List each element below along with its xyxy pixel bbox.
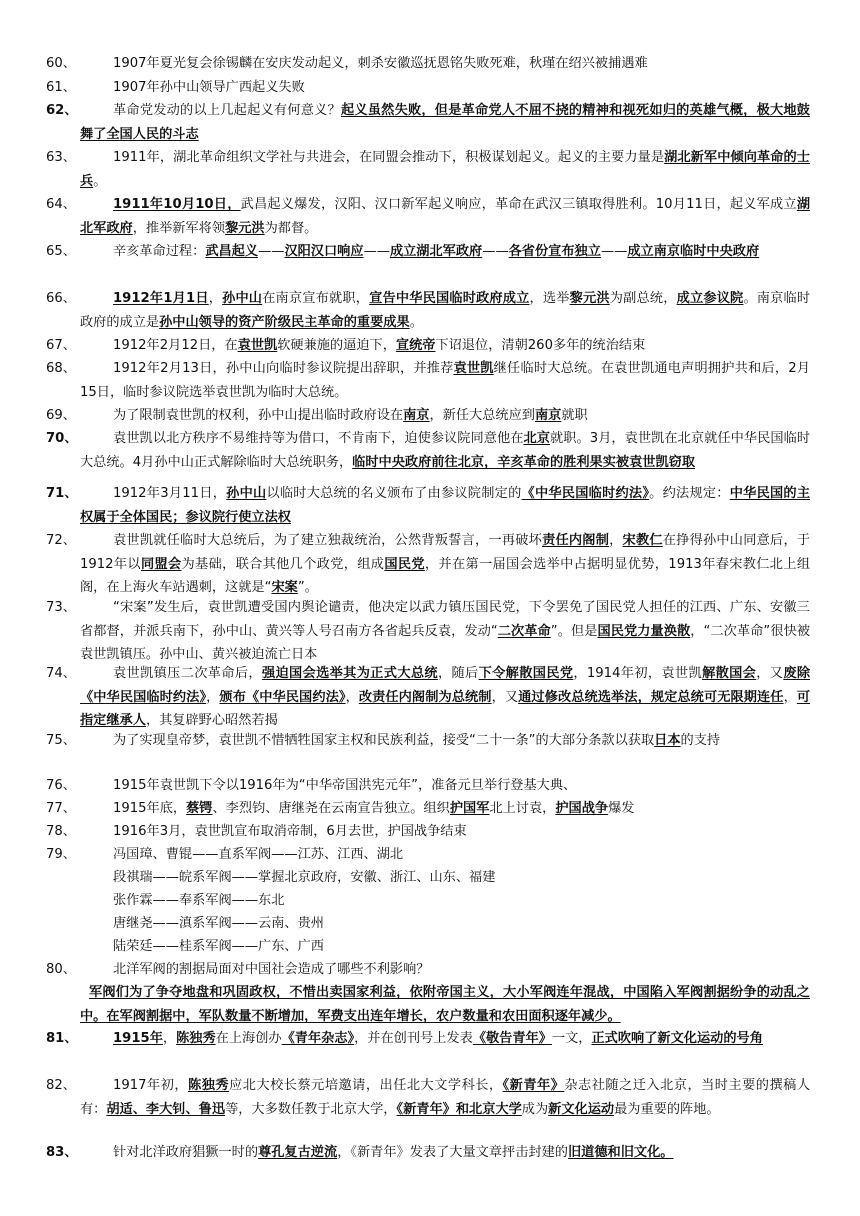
item-text-segment: 。 <box>93 173 107 189</box>
key-point: 陈独秀 <box>188 1078 230 1093</box>
item-number: 78、 <box>46 824 76 839</box>
item-text-segment: 一文， <box>551 1031 592 1046</box>
item-text <box>80 287 810 334</box>
warlord-line: 陆荣廷——桂系军阀——广东、广西 <box>113 939 324 954</box>
item-text-segment: 最为重要的阵地。 <box>614 1101 720 1117</box>
item-number: 74、 <box>46 666 76 681</box>
item-text-segment: 1912年3月11日， <box>113 486 227 501</box>
key-point: 孙中山领导的资产阶级民主革命的重要成果 <box>159 314 410 330</box>
item-text-segment: ，其复辟野心昭然若揭 <box>145 713 278 728</box>
key-point: 强迫国会选举其为正式大总统 <box>261 666 438 681</box>
item-number: 83、 <box>46 1145 78 1160</box>
item-text-segment: 1907年夏光复会徐锡麟在安庆发动起义，刺杀安徽巡抚恩铭失败死难，秋瑾在绍兴被捕遇难 <box>113 56 648 71</box>
item-text-segment: 1915年底， <box>113 801 187 816</box>
key-point: 颁布《中华民国约法》 <box>219 689 346 705</box>
key-point: 临时中央政府前往北京，辛亥革命的胜利果实被袁世凯窃取 <box>352 454 696 470</box>
list-item <box>0 1074 860 1121</box>
key-point: 成立湖北军政府 <box>389 244 483 259</box>
item-text-segment: 针对北洋政府猖獗一时的 <box>113 1145 259 1160</box>
key-point: 孙中山 <box>222 291 263 306</box>
key-point: 新文化运动 <box>548 1101 615 1117</box>
item-text-segment: 1916年3月，袁世凯宣布取消帝制，6月去世，护国战争结束 <box>113 824 467 839</box>
key-point: 宣告中华民国临时政府成立 <box>369 291 530 306</box>
item-text <box>80 820 810 844</box>
item-text-segment: 袁世凯以北方秩序不易维持等为借口，不肯南下，迫使参议院同意他在 <box>113 431 524 446</box>
warlord-line: 张作霖——奉系军阀——东北 <box>113 893 285 908</box>
key-point: 宋教仁 <box>622 533 663 548</box>
item-text-segment: 辛亥革命过程： <box>113 244 206 259</box>
key-point: 孙中山 <box>226 486 267 501</box>
item-text-segment: ，并在创刊号上发表 <box>354 1031 473 1046</box>
item-text-segment: “宋案”发生后，袁世凯遭受国内舆论谴责，他决定以武力镇压国民党，下令罢免了国民党人担任的江西、广东、安徽三省都督，并派兵南下，孙中山、黄兴等人号召南方各省起兵反袁，发动“ <box>80 600 810 639</box>
list-item <box>0 729 860 753</box>
item-text-segment: 1915年袁世凯下令以1916年为“中华帝国洪宪元年”，准备元旦举行登基大典、 <box>113 778 577 793</box>
item-number: 71、 <box>46 486 78 501</box>
key-point: 宋案 <box>271 580 298 595</box>
item-text <box>80 146 810 193</box>
item-text-segment: ”。但是 <box>550 623 598 639</box>
list-item <box>0 820 860 844</box>
item-number: 73、 <box>46 600 76 615</box>
key-point: 南京 <box>535 408 562 423</box>
key-point: 各省份宣布独立 <box>508 244 601 259</box>
key-point: 《青年杂志》 <box>281 1031 355 1046</box>
key-point: 1915年 <box>113 1031 163 1046</box>
item-text-segment: ，又 <box>756 666 784 681</box>
item-number: 70、 <box>46 431 78 446</box>
key-point: 蔡锷 <box>186 801 213 816</box>
item-text <box>80 529 810 600</box>
item-text <box>80 427 810 474</box>
key-point: 护国军 <box>449 801 490 816</box>
key-point: 可指定继承人 <box>80 689 811 728</box>
item-text-segment: 1911年，湖北革命组织文学社与共进会，在同盟会推动下，积极谋划起义。起义的主要力量是 <box>113 150 665 165</box>
key-point: 胡适、李大钊、鲁迅 <box>106 1101 226 1117</box>
key-point: 同盟会 <box>140 556 182 572</box>
item-text-segment: ， <box>162 1031 177 1046</box>
item-text-segment: 等，大多数任教于北京大学， <box>225 1101 397 1117</box>
list-item <box>0 958 860 982</box>
item-text-segment: 北洋军阀的割据局面对中国社会造成了哪些不利影响？ <box>113 962 430 977</box>
item-text <box>80 1027 810 1051</box>
key-point: 成立参议院 <box>676 291 744 306</box>
list-item <box>0 404 860 428</box>
list-item <box>0 334 860 358</box>
key-point: 北京 <box>523 431 551 446</box>
warlord-line: 段祺瑞——皖系军阀——掌握北京政府，安徽、浙江、山东、福建 <box>113 870 496 885</box>
key-point: 1911年10月10日， <box>113 197 241 212</box>
item-text-segment: ，1914年初，袁世凯 <box>573 666 703 681</box>
item-number: 61、 <box>46 80 76 95</box>
key-point: 下令解散国民党 <box>478 666 574 681</box>
item-text-segment: 成为 <box>521 1101 549 1117</box>
item-text <box>80 76 810 100</box>
key-point: 《中华民国临时约法》 <box>521 486 650 501</box>
item-text-segment: ，推举新军将领 <box>132 220 226 236</box>
key-point: 尊孔复古逆流 <box>258 1145 338 1160</box>
item-text-segment: 1912年2月12日，在 <box>113 338 238 353</box>
item-text-segment: 为基础，联合其他几个政党，组成 <box>181 556 385 572</box>
item-text-segment: ， <box>609 533 623 548</box>
item-text <box>80 193 810 240</box>
item-text-segment: 在上海创办 <box>215 1031 282 1046</box>
item-text <box>80 596 810 667</box>
item-number: 82、 <box>46 1078 76 1093</box>
item-text-segment: ，又 <box>491 689 519 705</box>
item-text <box>80 843 810 867</box>
item-text-segment: 1907年孙中山领导广西起义失败 <box>113 80 305 95</box>
item-text-segment: 以临时大总统的名义颁布了由参议院制定的 <box>266 486 522 501</box>
list-item <box>0 1141 860 1165</box>
item-text <box>80 99 810 146</box>
item-text <box>80 52 810 76</box>
item-number: 81、 <box>46 1031 78 1046</box>
list-item <box>0 596 860 667</box>
item-text-segment: —— <box>363 244 390 259</box>
item-text <box>80 958 810 982</box>
item-text-segment: ，并在第一届国会选举中占据明显优势，1913年春宋教仁北上组阁，在上海火车站遇刺，这就是“ <box>80 556 811 595</box>
item-text-segment: ， <box>208 291 223 306</box>
list-item <box>0 843 860 867</box>
item-number: 63、 <box>46 150 76 165</box>
list-item <box>0 1027 860 1051</box>
item-text-segment: 在挣得孙中山同意后，于1912年以 <box>80 533 811 572</box>
item-number: 75、 <box>46 733 76 748</box>
key-point: 二次革命 <box>497 623 551 639</box>
item-text-segment: 的支持 <box>680 733 721 748</box>
key-point: 护国战争 <box>555 801 609 816</box>
item-text-segment: 软硬兼施的逼迫下， <box>277 338 396 353</box>
item-text <box>80 404 810 428</box>
item-text-segment: ， <box>206 689 220 705</box>
key-point: 袁世凯 <box>237 338 278 353</box>
list-item <box>0 287 860 334</box>
item-text-segment: 。 <box>409 314 423 330</box>
item-text <box>80 662 810 733</box>
key-point: 国民党 <box>384 556 425 572</box>
list-item <box>0 774 860 798</box>
item-number: 69、 <box>46 408 76 423</box>
item-text-segment: 就职 <box>561 408 588 423</box>
item-text <box>80 774 810 798</box>
item-number: 76、 <box>46 778 76 793</box>
item-text-segment: —— <box>600 244 628 259</box>
item-text-segment: 为了实现皇帝梦，袁世凯不惜牺牲国家主权和民族利益，接受“二十一条”的大部分条款以获取 <box>113 733 655 748</box>
item-text-segment: 1917年初， <box>113 1078 189 1093</box>
item-text-segment: 、李烈钧、唐继尧在云南宣告独立。组织 <box>212 801 450 816</box>
key-point: 袁世凯 <box>453 361 494 376</box>
item-text-segment: —— <box>482 244 509 259</box>
list-item <box>0 99 860 146</box>
item-text-segment: ，随后 <box>437 666 479 681</box>
item-text-segment: 。南京临时政府的成立是 <box>80 291 811 330</box>
key-point: 《新青年》和北京大学 <box>396 1101 522 1117</box>
item-text-segment: 北上讨袁， <box>489 801 556 816</box>
item-text-segment: ，选举 <box>529 291 570 306</box>
key-point: 废除《中华民国临时约法》 <box>80 666 811 705</box>
key-point: 正式吹响了新文化运动的号角 <box>591 1031 763 1046</box>
key-point: 通过修改总统选举法，规定总统可无限期连任 <box>518 689 784 705</box>
list-item <box>0 357 860 404</box>
key-point: 解散国会 <box>702 666 757 681</box>
item-text <box>80 334 810 358</box>
item-number: 67、 <box>46 338 76 353</box>
key-point: 黎元洪 <box>225 220 265 236</box>
key-point: 湖北军政府 <box>80 197 810 236</box>
item-text-segment: 袁世凯就任临时大总统后，为了建立独裁统治，公然背叛誓言，一再破坏 <box>113 533 543 548</box>
item-text-segment: —— <box>258 244 285 259</box>
item-number: 77、 <box>46 801 76 816</box>
item-text-segment: 为了限制袁世凯的权利，孙中山提出临时政府设在 <box>113 408 404 423</box>
item-text-segment: ， <box>345 689 359 705</box>
key-point: 武昌起义 <box>205 244 259 259</box>
list-item <box>0 52 860 76</box>
item-text-segment: 革命党发动的以上几起起义有何意义？ <box>113 103 341 118</box>
key-point: 南京 <box>403 408 430 423</box>
warlord-line: 唐继尧——滇系军阀——云南、贵州 <box>113 916 324 931</box>
item-number: 65、 <box>46 244 76 259</box>
item-text-segment: ，新任大总统应到 <box>429 408 535 423</box>
key-point: 陈独秀 <box>176 1031 216 1046</box>
key-point: 日本 <box>654 733 681 748</box>
item-text-segment: 。约法规定： <box>649 486 730 501</box>
item-number: 68、 <box>46 361 76 376</box>
item-text-segment: 为副总统， <box>609 291 677 306</box>
key-point: 责任内阁制 <box>542 533 610 548</box>
item-number: 64、 <box>46 197 76 212</box>
list-item <box>0 797 860 821</box>
item-number: 66、 <box>46 291 76 306</box>
key-point: 成立南京临时中央政府 <box>627 244 760 259</box>
key-point: 宣统帝 <box>395 338 436 353</box>
key-point: 湖北新军中倾向革命的士兵 <box>80 150 810 189</box>
list-item <box>0 662 860 733</box>
item-text-segment: 在南京宣布就职， <box>262 291 370 306</box>
item-text <box>80 797 810 821</box>
item-number: 60、 <box>46 56 76 71</box>
item-text-segment: ，“二次革命”很快被袁世凯镇压。孙中山、黄兴被迫流亡日本 <box>80 623 811 662</box>
key-point: 改责任内阁制为总统制 <box>358 689 492 705</box>
item-text <box>80 357 810 404</box>
list-item <box>0 193 860 240</box>
item-text <box>80 240 810 264</box>
item-text-segment: 应北大校长蔡元培邀请，出任北大文学科长， <box>229 1078 503 1093</box>
key-point: 起义虽然失败，但是革命党人不屈不挠的精神和视死如归的英雄气概，极大地鼓舞了全国人民的斗志 <box>80 103 810 142</box>
answer-paragraph: 军阀们为了争夺地盘和巩固政权，不惜出卖国家利益，依附帝国主义，大小军阀连年混战，中国陷入军阀割据纷争的动乱之中。在军阀割据中，军队数量不断增加，军费支出连年增长，农户数量和农田面积逐年减少。 <box>80 985 810 1024</box>
list-item <box>0 427 860 474</box>
item-text <box>80 1141 810 1165</box>
item-text-segment: 就职。3月，袁世凯在北京就任中华民国临时大总统。4月孙中山正式解除临时大总统职务， <box>80 431 811 470</box>
item-text-segment: 袁世凯镇压二次革命后， <box>113 666 262 681</box>
list-item <box>0 240 860 264</box>
item-text-segment: ， <box>783 689 797 705</box>
item-text-segment: 杂志社随之迁入北京，当时主要的撰稿人有： <box>80 1078 811 1117</box>
item-text-segment: ，《新青年》发表了大量文章抨击封建的 <box>337 1145 568 1160</box>
item-number: 79、 <box>46 847 76 862</box>
key-point: 《敬告青年》 <box>472 1031 552 1046</box>
item-text-segment: ”。 <box>297 580 318 595</box>
item-text <box>80 482 810 529</box>
key-point: 中华民国的主权属于全体国民；参议院行使立法权 <box>80 486 811 525</box>
item-number: 62、 <box>46 103 78 118</box>
item-text-segment: 下诏退位，清朝260多年的统治结束 <box>435 338 646 353</box>
list-item <box>0 482 860 529</box>
item-number: 72、 <box>46 533 76 548</box>
key-point: 1912年1月1日 <box>113 291 209 306</box>
item-text <box>80 1074 810 1121</box>
item-text-segment: 武昌起义爆发，汉阳、汉口新军起义响应，革命在武汉三镇取得胜利。10月11日，起义军成立 <box>240 197 797 212</box>
item-text-segment: 爆发 <box>608 801 635 816</box>
key-point: 黎元洪 <box>569 291 610 306</box>
item-number: 80、 <box>46 962 76 977</box>
item-text-segment: 继任临时大总统。在袁世凯通电声明拥护共和后，2月15日，临时参议院选举袁世凯为临时大总统。 <box>80 361 811 400</box>
item-text <box>80 729 810 753</box>
list-item <box>0 76 860 100</box>
item-text-segment: 冯国璋、曹锟——直系军阀——江苏、江西、湖北 <box>113 847 404 862</box>
key-point: 旧道德和旧文化。 <box>567 1145 674 1160</box>
key-point: 汉阳汉口响应 <box>284 244 364 259</box>
key-point: 《新青年》 <box>502 1078 565 1093</box>
list-item <box>0 146 860 193</box>
item-text-segment: 1912年2月13日，孙中山向临时参议院提出辞职，并推荐 <box>113 361 454 376</box>
key-point: 国民党力量涣散 <box>597 623 691 639</box>
list-item <box>0 529 860 600</box>
item-text-segment: 为都督。 <box>264 220 318 236</box>
